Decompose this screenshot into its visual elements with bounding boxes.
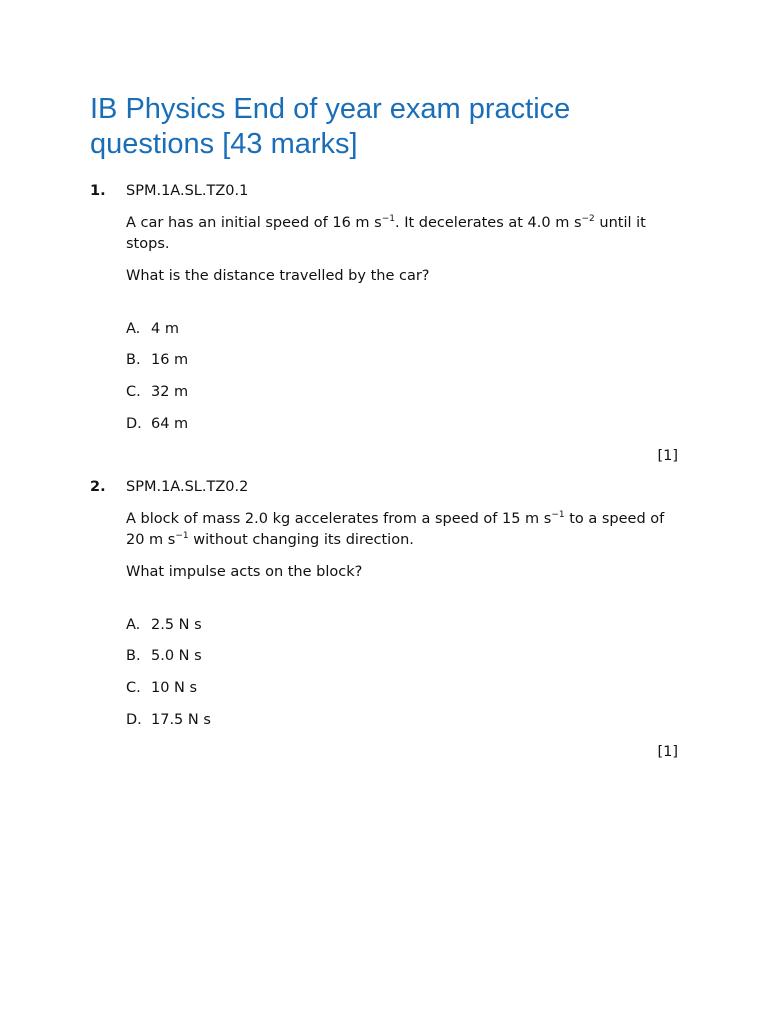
option-text: 10 N s <box>151 680 198 696</box>
option-text: 16 m <box>151 352 189 368</box>
option-letter: B. <box>126 648 141 664</box>
stem-superscript: −1 <box>381 214 395 224</box>
option-letter: C. <box>126 384 141 400</box>
stem-text: until it stops. <box>126 215 646 252</box>
option-letter: A. <box>126 617 141 633</box>
option-text: 32 m <box>151 384 189 400</box>
question-stem <box>126 509 671 550</box>
stem-superscript: −1 <box>551 510 565 520</box>
marks-label: [1] <box>657 448 678 464</box>
question-prompt: What is the distance travelled by the car? <box>126 268 430 284</box>
option-letter: B. <box>126 352 141 368</box>
option-letter: A. <box>126 321 141 337</box>
option-c <box>126 678 197 699</box>
option-text: 4 m <box>151 321 179 337</box>
option-text: 5.0 N s <box>151 648 202 664</box>
stem-superscript: −1 <box>175 530 189 541</box>
option-b <box>126 646 202 667</box>
option-b <box>126 350 188 371</box>
question-number: 2. <box>90 479 106 495</box>
option-a <box>126 615 202 636</box>
page-title: IB Physics End of year exam practice questions [43 marks] <box>90 93 571 160</box>
stem-superscript: −2 <box>581 214 595 224</box>
question-prompt: What impulse acts on the block? <box>126 564 363 580</box>
question-code: SPM.1A.SL.TZ0.1 <box>126 183 249 199</box>
stem-text: . It decelerates at 4.0 m s <box>395 215 582 231</box>
question-stem <box>126 213 671 254</box>
stem-text: without changing its direction. <box>188 531 414 548</box>
option-letter: C. <box>126 680 141 696</box>
option-a <box>126 319 179 340</box>
option-text: 17.5 N s <box>151 712 211 728</box>
option-letter: D. <box>126 712 142 728</box>
question-number: 1. <box>90 183 106 199</box>
question-code: SPM.1A.SL.TZ0.2 <box>126 479 249 495</box>
option-d <box>126 414 188 435</box>
stem-text: A block of mass 2.0 kg accelerates from a speed of 15 m s <box>126 511 552 527</box>
option-text: 2.5 N s <box>151 617 202 633</box>
stem-text: to a speed of 20 m s <box>126 511 665 548</box>
option-text: 64 m <box>151 416 189 432</box>
stem-text: A car has an initial speed of 16 m s <box>126 215 382 231</box>
option-c <box>126 382 188 403</box>
option-letter: D. <box>126 416 142 432</box>
option-d <box>126 710 211 731</box>
marks-label: [1] <box>657 744 678 760</box>
